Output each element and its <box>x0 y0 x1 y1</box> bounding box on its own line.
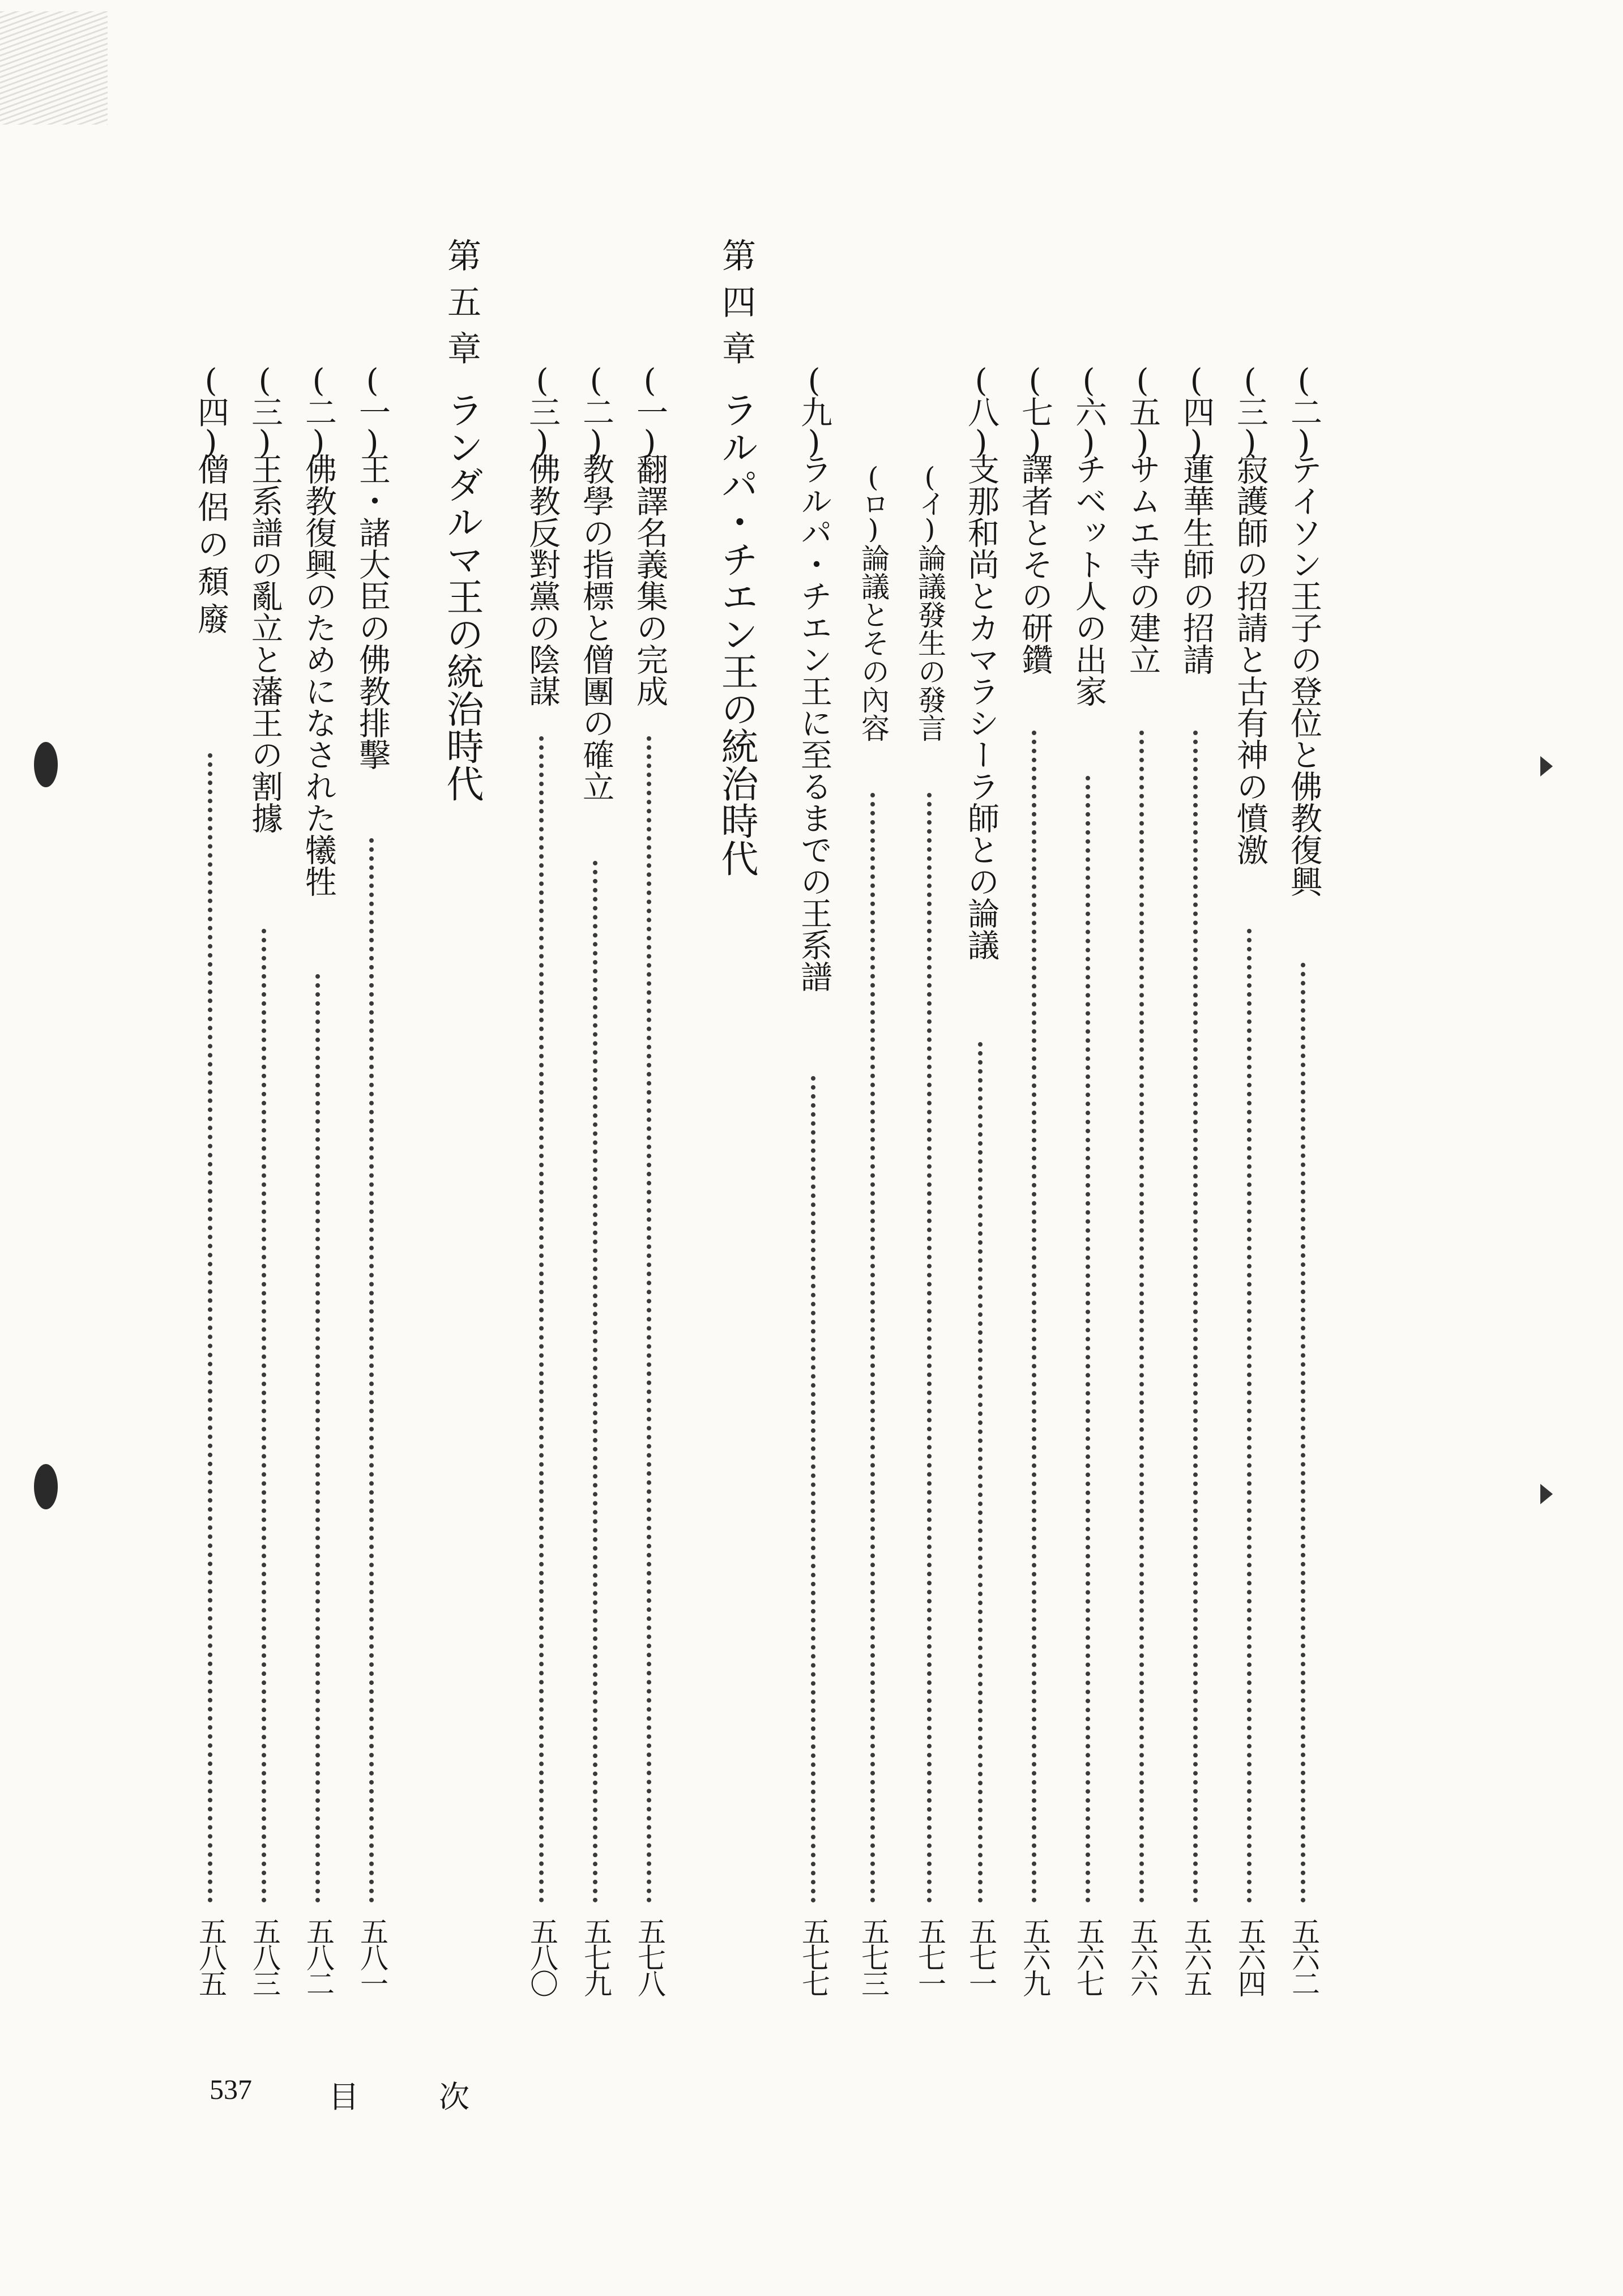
dot-leader <box>369 838 379 1903</box>
entry-page: 五七一 <box>964 1917 997 1995</box>
entry-page: 五七一 <box>913 1917 946 1995</box>
dot-leader <box>978 1042 988 1903</box>
entry-number: (九) <box>796 362 832 458</box>
toc-entry <box>1118 0 1166 2011</box>
toc-entry <box>294 0 342 2011</box>
entry-title: 佛教反對黨の陰謀 <box>524 453 561 707</box>
toc-subentry <box>906 0 954 2011</box>
entry-title: 蓮華生師の招請 <box>1178 453 1215 675</box>
dot-leader <box>647 736 657 1903</box>
toc-entry <box>1280 0 1327 2011</box>
toc-entry <box>790 0 838 2011</box>
dot-leader <box>262 929 272 1903</box>
entry-number: (ロ) <box>857 462 889 542</box>
dot-leader <box>870 793 881 1903</box>
entry-title: チベット人の出家 <box>1070 453 1107 707</box>
entry-page: 五六四 <box>1233 1917 1266 1995</box>
entry-number: (イ) <box>914 462 946 542</box>
toc-entry <box>626 0 673 2011</box>
entry-title: 論議發生の發言 <box>913 544 946 742</box>
toc-entry <box>241 0 288 2011</box>
entry-number: (四) <box>193 362 229 458</box>
entry-number: (二) <box>578 362 614 458</box>
entry-title: 翻譯名義集の完成 <box>631 453 668 707</box>
entry-page: 五八三 <box>248 1917 281 1995</box>
entry-number: (三) <box>524 362 561 458</box>
toc-entry <box>187 0 234 2011</box>
dot-leader <box>1032 731 1042 1903</box>
entry-title: 教學の指標と僧團の確立 <box>578 453 614 802</box>
entry-page: 五八二 <box>302 1917 335 1995</box>
entry-number: (一) <box>631 362 668 458</box>
entry-title: 支那和尚とカマラシーラ師との論議 <box>963 453 1000 961</box>
entry-page: 五六九 <box>1018 1917 1051 1995</box>
dot-leader <box>811 1076 821 1903</box>
dot-leader <box>1247 929 1257 1903</box>
entry-page: 五六六 <box>1126 1917 1159 1995</box>
entry-number: (二) <box>1285 362 1322 458</box>
entry-page: 五六五 <box>1180 1917 1212 1995</box>
toc-entry <box>572 0 620 2011</box>
entry-number: (三) <box>246 362 283 458</box>
toc-entry <box>1172 0 1220 2011</box>
entry-number: (七) <box>1016 362 1053 458</box>
chapter-heading <box>436 0 487 2011</box>
dot-leader <box>1193 731 1203 1903</box>
margin-mark-lower <box>1540 1484 1553 1504</box>
entry-page: 五六七 <box>1072 1917 1105 1995</box>
binding-hole-upper <box>34 742 58 787</box>
entry-title: 論議とその內容 <box>857 544 890 742</box>
entry-number: (一) <box>354 362 391 458</box>
toc-entry <box>1065 0 1112 2011</box>
scan-smudge <box>0 11 108 125</box>
entry-title: 譯者とその研鑽 <box>1016 453 1053 675</box>
entry-number: (五) <box>1124 362 1161 458</box>
entry-page: 五七八 <box>633 1917 666 1995</box>
binding-hole-lower <box>34 1464 58 1509</box>
entry-title: 王系譜の亂立と藩王の割據 <box>246 453 283 834</box>
dot-leader <box>315 974 326 1903</box>
entry-title: ラルパ・チエン王に至るまでの王系譜 <box>796 453 832 992</box>
entry-number: (二) <box>300 362 337 458</box>
dot-leader <box>539 736 549 1903</box>
entry-title: 寂護師の招請と古有神の憤激 <box>1232 453 1268 865</box>
running-title-1: 目 <box>328 2079 359 2115</box>
chapter-title: ラルパ・チエン王の統治時代 <box>715 391 758 877</box>
entry-page: 五八〇 <box>526 1917 558 1995</box>
dot-leader <box>593 861 603 1903</box>
toc-entry <box>1011 0 1058 2011</box>
entry-number: (八) <box>963 362 1000 458</box>
entry-page: 五八五 <box>194 1917 227 1995</box>
chapter-label: 第四章 <box>716 238 756 377</box>
chapter-heading <box>711 0 762 2011</box>
entry-page: 五七七 <box>797 1917 830 1995</box>
entry-title: 王・諸大臣の佛教排擊 <box>354 453 391 770</box>
dot-leader <box>1139 731 1150 1903</box>
entry-title: 佛教復興のためになされた犧牲 <box>300 453 337 897</box>
page-number: 537 <box>210 2073 252 2105</box>
toc-subentry <box>849 0 897 2011</box>
dot-leader <box>1301 963 1311 1903</box>
running-title-2: 次 <box>439 2079 469 2115</box>
entry-page: 五六二 <box>1287 1917 1320 1995</box>
toc-entry <box>348 0 396 2011</box>
toc-entry <box>957 0 1005 2011</box>
dot-leader <box>208 753 218 1903</box>
entry-title: テイソン王子の登位と佛教復興 <box>1285 453 1322 897</box>
chapter-title: ランダルマ王の統治時代 <box>440 391 484 802</box>
entry-number: (三) <box>1232 362 1268 458</box>
dot-leader <box>1086 776 1096 1903</box>
dot-leader <box>927 793 937 1903</box>
entry-title: サムエ寺の建立 <box>1124 453 1161 675</box>
entry-page: 五七三 <box>857 1917 890 1995</box>
entry-title: 僧侶の頹廢 <box>193 453 229 640</box>
margin-mark-upper <box>1540 756 1553 776</box>
chapter-label: 第五章 <box>442 238 481 377</box>
entry-page: 五八一 <box>356 1917 388 1995</box>
entry-number: (六) <box>1070 362 1107 458</box>
entry-page: 五七九 <box>579 1917 612 1995</box>
toc-entry <box>518 0 566 2011</box>
toc-entry <box>1226 0 1274 2011</box>
entry-number: (四) <box>1178 362 1215 458</box>
